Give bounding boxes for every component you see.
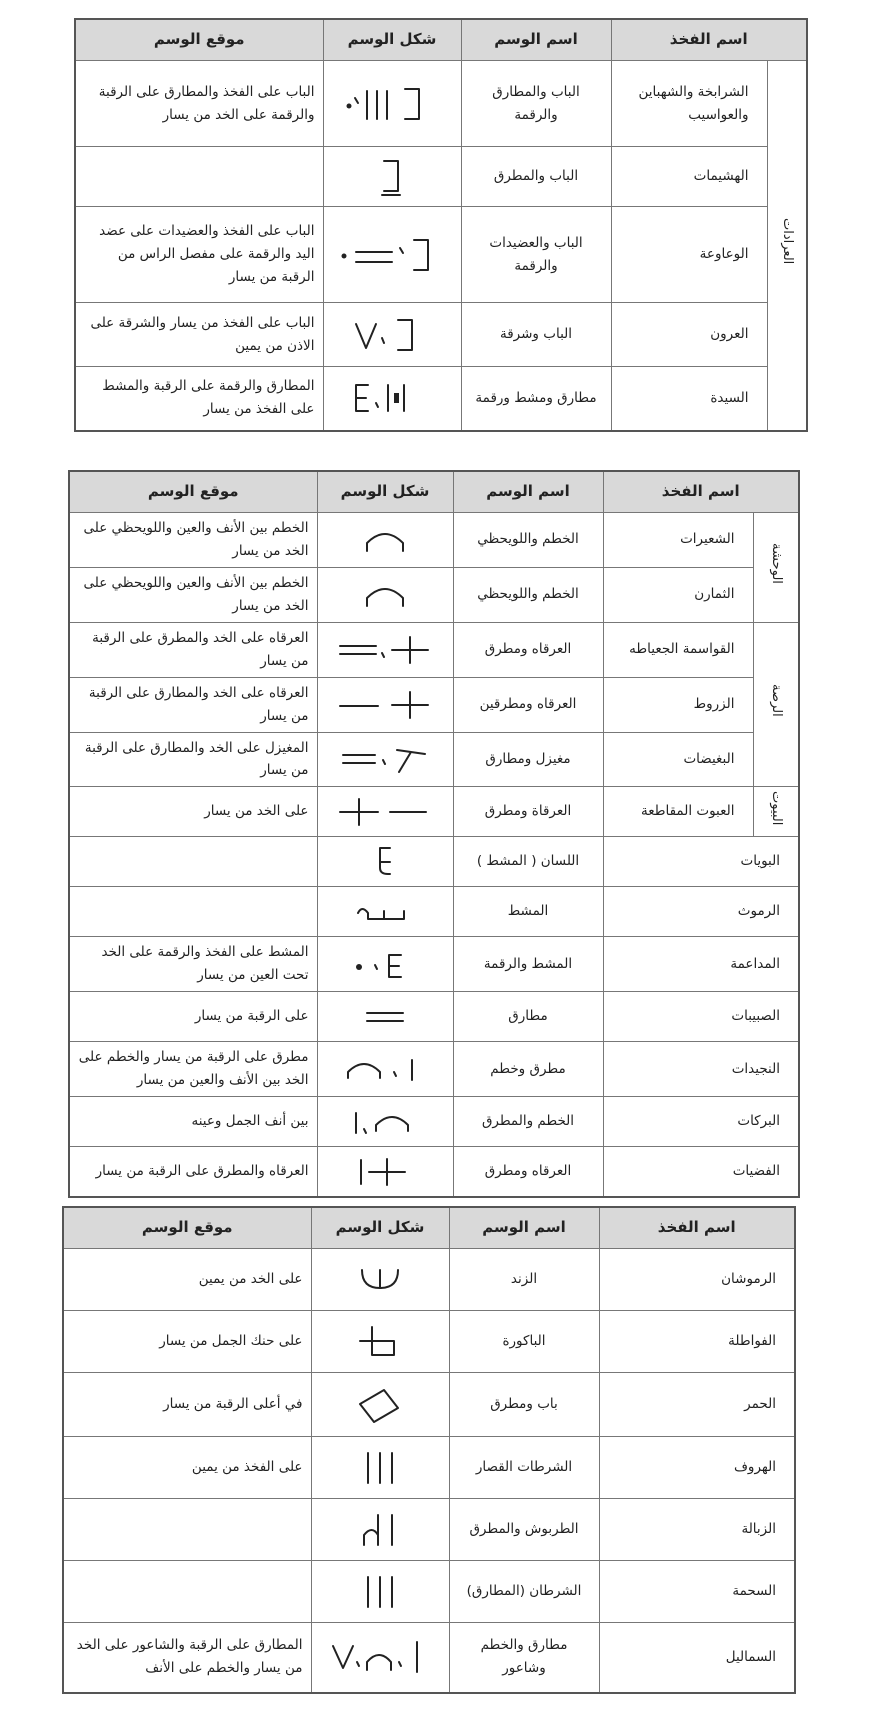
- brand-cell: الباب والعضيدات والرقمة: [461, 207, 611, 303]
- location-cell: [75, 147, 323, 207]
- mughayzil-mutariq-icon: [335, 742, 435, 776]
- group-cell: [753, 622, 799, 787]
- table-row: [69, 1097, 799, 1147]
- shape-cell: [317, 787, 453, 837]
- khatm-mutraq-icon: [340, 1105, 430, 1139]
- header-clan: اسم الفخذ: [599, 1207, 795, 1249]
- location-cell: المشط على الفخذ والرقمة على الخد تحت العين من يسار: [69, 937, 317, 992]
- location-cell: على الخد من يمين: [63, 1249, 311, 1311]
- brand-cell: الباب والمطرق: [461, 147, 611, 207]
- table-row: [69, 567, 799, 622]
- mutariq-icon: [355, 1000, 415, 1034]
- clan-cell: الصبيبات: [603, 992, 799, 1042]
- shape-cell: [317, 937, 453, 992]
- table-row: [69, 732, 799, 787]
- clan-cell: الهروف: [599, 1437, 795, 1499]
- brand-cell: باب ومطرق: [449, 1373, 599, 1437]
- tarbush-mutraq-icon: [350, 1509, 410, 1551]
- table-row: [63, 1499, 795, 1561]
- shape-cell: [317, 1147, 453, 1197]
- clan-cell: البغيضات: [603, 732, 753, 787]
- brands-table-3: [62, 1206, 796, 1694]
- clan-cell: الرموث: [603, 887, 799, 937]
- brand-cell: الطربوش والمطرق: [449, 1499, 599, 1561]
- table-row: [75, 207, 807, 303]
- brand-cell: الزند: [449, 1249, 599, 1311]
- table-row: [69, 887, 799, 937]
- header-clan: اسم الفخذ: [611, 19, 807, 61]
- brand-cell: الباب والمطارق والرقمة: [461, 61, 611, 147]
- table-row: [69, 937, 799, 992]
- location-cell: المطارق على الرقبة والشاعور على الخد من يسار والخطم على الأنف: [63, 1623, 311, 1693]
- clan-cell: الفواطلة: [599, 1311, 795, 1373]
- shape-cell: [317, 622, 453, 677]
- brand-cell: مغيزل ومطارق: [453, 732, 603, 787]
- brands-table-1: [74, 18, 808, 432]
- location-cell: مطرق على الرقبة من يسار والخطم على الخد بين الأنف والعين من يسار: [69, 1042, 317, 1097]
- location-cell: في أعلى الرقبة من يسار: [63, 1373, 311, 1437]
- group-label: العرادات: [779, 218, 795, 265]
- table-header-row: [63, 1207, 795, 1249]
- table-row: [69, 837, 799, 887]
- location-cell: العرقاه على الخد والمطارق على الرقبة من يسار: [69, 677, 317, 732]
- shape-cell: [317, 837, 453, 887]
- table-row: [75, 61, 807, 147]
- brand-cell: مطرق وخطم: [453, 1042, 603, 1097]
- shape-cell: [317, 992, 453, 1042]
- shape-cell: [323, 303, 461, 367]
- brand-cell: مطارق والخطم وشاعور: [449, 1623, 599, 1693]
- clan-cell: الوعاوعة: [611, 207, 767, 303]
- brand-cell: المشط والرقمة: [453, 937, 603, 992]
- clan-cell: الشعيرات: [603, 513, 753, 568]
- brand-cell: العرقاه ومطرقين: [453, 677, 603, 732]
- shape-cell: [317, 732, 453, 787]
- brand-cell: الخطم والمطرق: [453, 1097, 603, 1147]
- table-row: [69, 622, 799, 677]
- table-row: [63, 1437, 795, 1499]
- location-cell: [63, 1499, 311, 1561]
- table-row: [69, 513, 799, 568]
- location-cell: الخطم بين الأنف والعين واللويحظي على الخد من يسار: [69, 513, 317, 568]
- group-label: البيوت: [768, 790, 784, 826]
- shape-cell: [317, 567, 453, 622]
- mutariq-mushat-raqma-icon: [342, 375, 442, 421]
- table-row: [69, 992, 799, 1042]
- bab-adidat-raqma-icon: [332, 232, 452, 278]
- brand-cell: الشرطات القصار: [449, 1437, 599, 1499]
- table-row: [63, 1623, 795, 1693]
- shape-cell: [323, 367, 461, 431]
- clan-cell: الزبالة: [599, 1499, 795, 1561]
- shape-cell: [323, 207, 461, 303]
- mutraq-arqah-icon: [330, 795, 440, 829]
- khatm-icon: [355, 523, 415, 557]
- location-cell: الباب على الفخذ من يسار والشرقة على الاذن من يمين: [75, 303, 323, 367]
- table-row: [63, 1311, 795, 1373]
- clan-cell: الرموشان: [599, 1249, 795, 1311]
- table-row: [69, 1042, 799, 1097]
- shape-cell: [311, 1499, 449, 1561]
- clan-cell: الثمارن: [603, 567, 753, 622]
- location-cell: بين أنف الجمل وعينه: [69, 1097, 317, 1147]
- header-location: موقع الوسم: [63, 1207, 311, 1249]
- location-cell: [63, 1561, 311, 1623]
- mushat-icon: [350, 895, 420, 929]
- clan-cell: الفضيات: [603, 1147, 799, 1197]
- header-shape: شكل الوسم: [317, 471, 453, 513]
- bab-sharqa-icon: [342, 312, 442, 358]
- bakura-icon: [350, 1321, 410, 1363]
- clan-cell: الحمر: [599, 1373, 795, 1437]
- khatm-icon: [355, 578, 415, 612]
- table-header-row: [75, 19, 807, 61]
- clan-cell: البركات: [603, 1097, 799, 1147]
- brand-cell: الباكورة: [449, 1311, 599, 1373]
- clan-cell: الشرابخة والشهباين والعواسيب: [611, 61, 767, 147]
- header-clan: اسم الفخذ: [603, 471, 799, 513]
- table-row: [75, 303, 807, 367]
- shape-cell: [323, 61, 461, 147]
- header-shape: شكل الوسم: [323, 19, 461, 61]
- brand-cell: مطارق: [453, 992, 603, 1042]
- brand-cell: العرقاه ومطرق: [453, 622, 603, 677]
- brand-cell: اللسان ( المشط ): [453, 837, 603, 887]
- table-row: [63, 1561, 795, 1623]
- location-cell: العرقاه على الخد والمطرق على الرقبة من يسار: [69, 622, 317, 677]
- mutraq-khatm-icon: [340, 1052, 430, 1086]
- clan-cell: السحمة: [599, 1561, 795, 1623]
- location-cell: [69, 837, 317, 887]
- table-row: [69, 1147, 799, 1197]
- clan-cell: البويات: [603, 837, 799, 887]
- shartan-icon: [350, 1571, 410, 1613]
- shape-cell: [311, 1437, 449, 1499]
- shape-cell: [317, 887, 453, 937]
- group-label: الرصة: [768, 684, 784, 717]
- location-cell: العرقاه والمطرق على الرقبة من يسار: [69, 1147, 317, 1197]
- location-cell: على الرقبة من يسار: [69, 992, 317, 1042]
- shape-cell: [323, 147, 461, 207]
- brand-cell: الخطم واللويحظي: [453, 567, 603, 622]
- table-row: [75, 147, 807, 207]
- shape-cell: [317, 677, 453, 732]
- shape-cell: [311, 1249, 449, 1311]
- location-cell: الباب على الفخذ والعضيدات على عضد اليد والرقمة على مفصل الراس من الرقبة من يسار: [75, 207, 323, 303]
- header-brand: اسم الوسم: [449, 1207, 599, 1249]
- shape-cell: [317, 1097, 453, 1147]
- clan-cell: القواسمة الجعياطه: [603, 622, 753, 677]
- arqah-double-mutraq-icon: [330, 633, 440, 667]
- table-row: [69, 677, 799, 732]
- table-row: [75, 367, 807, 431]
- shape-cell: [311, 1623, 449, 1693]
- arqah-mutraq-icon: [330, 688, 440, 722]
- clan-cell: السماليل: [599, 1623, 795, 1693]
- clan-cell: السيدة: [611, 367, 767, 431]
- bab-mutraq-diamond-icon: [350, 1382, 410, 1428]
- clan-cell: النجيدات: [603, 1042, 799, 1097]
- brand-cell: الشرطان (المطارق): [449, 1561, 599, 1623]
- brand-cell: العرقاه ومطرق: [453, 1147, 603, 1197]
- brand-cell: الخطم واللويحظي: [453, 513, 603, 568]
- brands-table-2: [68, 470, 800, 1198]
- group-cell: [753, 787, 799, 837]
- header-location: موقع الوسم: [75, 19, 323, 61]
- location-cell: الباب على الفخذ والمطارق على الرقبة والرقمة على الخد من يسار: [75, 61, 323, 147]
- lisan-icon: [360, 842, 410, 882]
- clan-cell: المداعمة: [603, 937, 799, 992]
- clan-cell: الزروط: [603, 677, 753, 732]
- header-brand: اسم الوسم: [461, 19, 611, 61]
- bab-mutariq-raqma-icon: [337, 81, 447, 127]
- mutariq-khatm-shaur-icon: [325, 1636, 435, 1678]
- location-cell: على حنك الجمل من يسار: [63, 1311, 311, 1373]
- table-header-row: [69, 471, 799, 513]
- bab-mutraq-icon: [362, 155, 422, 199]
- clan-cell: العرون: [611, 303, 767, 367]
- table-row: [69, 787, 799, 837]
- shape-cell: [311, 1561, 449, 1623]
- shape-cell: [311, 1311, 449, 1373]
- clan-cell: الهشيمات: [611, 147, 767, 207]
- brand-cell: العرقاة ومطرق: [453, 787, 603, 837]
- location-cell: المغيزل على الخد والمطارق على الرقبة من يسار: [69, 732, 317, 787]
- group-cell: [753, 513, 799, 623]
- location-cell: على الفخذ من يمين: [63, 1437, 311, 1499]
- group-label: الوحشة: [768, 542, 784, 584]
- shartat-qisar-icon: [350, 1447, 410, 1489]
- table-row: [63, 1249, 795, 1311]
- clan-cell: العبوت المقاطعة: [603, 787, 753, 837]
- shape-cell: [317, 1042, 453, 1097]
- header-location: موقع الوسم: [69, 471, 317, 513]
- header-brand: اسم الوسم: [453, 471, 603, 513]
- location-cell: [69, 887, 317, 937]
- shape-cell: [311, 1373, 449, 1437]
- arqah-single-mutraq-icon: [345, 1154, 425, 1188]
- location-cell: المطارق والرقمة على الرقبة والمشط على الفخذ من يسار: [75, 367, 323, 431]
- brand-cell: المشط: [453, 887, 603, 937]
- zand-icon: [350, 1260, 410, 1300]
- mushat-raqma-icon: [345, 947, 425, 981]
- shape-cell: [317, 513, 453, 568]
- location-cell: الخطم بين الأنف والعين واللويحظي على الخد من يسار: [69, 567, 317, 622]
- brand-cell: الباب وشرقة: [461, 303, 611, 367]
- table-row: [63, 1373, 795, 1437]
- header-shape: شكل الوسم: [311, 1207, 449, 1249]
- group-cell: [767, 61, 807, 431]
- location-cell: على الخد من يسار: [69, 787, 317, 837]
- brand-cell: مطارق ومشط ورقمة: [461, 367, 611, 431]
